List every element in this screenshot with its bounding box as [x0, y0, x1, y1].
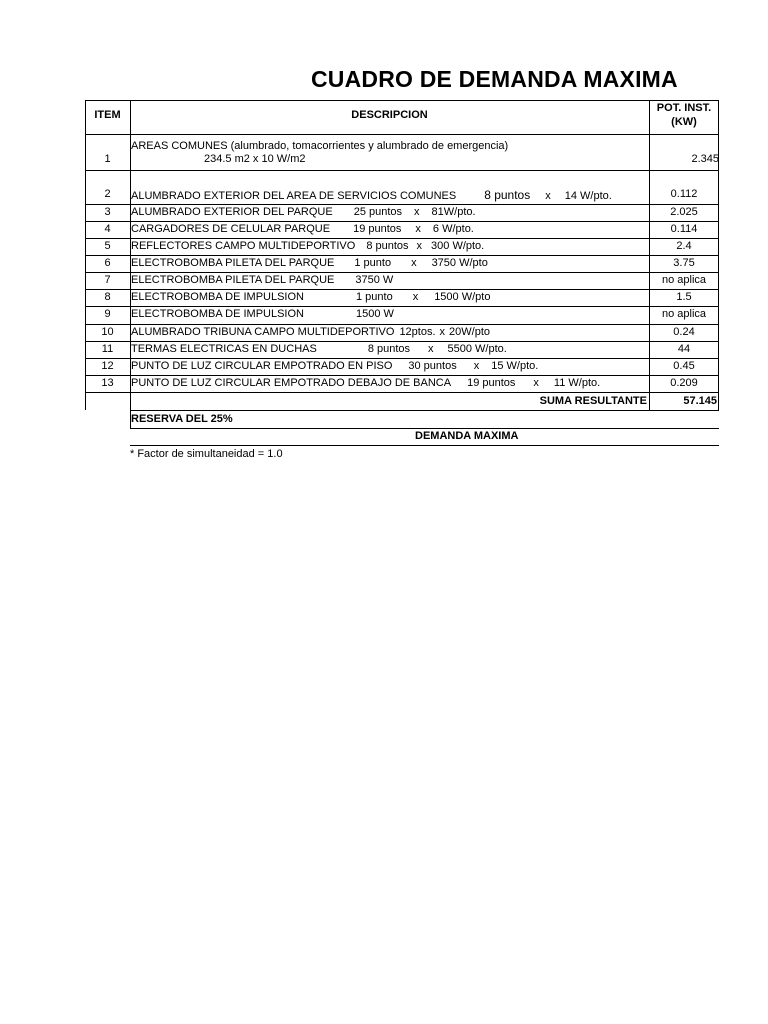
- row-unit: 81W/pto.: [431, 206, 476, 218]
- row-pot: no aplica: [661, 308, 707, 320]
- row-1-desc-line1: AREAS COMUNES (alumbrado, tomacorrientes y alumbrado de emergencia): [131, 140, 509, 152]
- row-name: ALUMBRADO EXTERIOR DEL PARQUE: [131, 206, 333, 218]
- row-pot: no aplica: [661, 274, 707, 286]
- row-item: 11: [101, 343, 114, 355]
- row-qty: 8 puntos: [484, 188, 531, 202]
- row-item: 4: [104, 223, 111, 235]
- row-x: x: [411, 257, 417, 269]
- row-desc: [130, 308, 649, 320]
- row-item: 8: [104, 291, 111, 303]
- row-qty: 1 punto: [354, 257, 392, 269]
- header-descripcion: DESCRIPCION: [351, 109, 428, 121]
- row-name: REFLECTORES CAMPO MULTIDEPORTIVO: [131, 240, 356, 252]
- row-desc: [130, 257, 649, 269]
- row-desc: [130, 326, 649, 338]
- row-name: ELECTROBOMBA PILETA DEL PARQUE: [131, 257, 335, 269]
- row-pot: 44: [677, 343, 691, 355]
- row-item: 7: [104, 274, 111, 286]
- header-item: ITEM: [94, 109, 121, 121]
- row-pot: 2.025: [670, 206, 698, 218]
- row-name: ALUMBRADO TRIBUNA CAMPO MULTIDEPORTIVO: [131, 326, 395, 338]
- row-desc: [130, 343, 649, 355]
- row-name: PUNTO DE LUZ CIRCULAR EMPOTRADO EN PISO: [131, 360, 393, 372]
- demand-table: [85, 100, 719, 440]
- row-item: 9: [104, 308, 111, 320]
- demanda-label: DEMANDA MAXIMA: [415, 430, 519, 442]
- row-desc: [130, 240, 649, 252]
- row-x: x: [545, 190, 551, 202]
- row-desc: [130, 377, 649, 389]
- row-name: CARGADORES DE CELULAR PARQUE: [131, 223, 331, 235]
- row-item: 5: [104, 240, 111, 252]
- row-desc: [130, 274, 649, 286]
- reserva-label: RESERVA DEL 25%: [131, 413, 233, 425]
- row-pot: 3.75: [673, 257, 695, 269]
- row-x: x: [473, 360, 480, 372]
- suma-value: 57.145: [683, 395, 717, 407]
- row-unit: 11 W/pto.: [553, 377, 601, 389]
- row-pot: 0.209: [670, 377, 698, 389]
- row-unit: 6 W/pto.: [432, 223, 474, 235]
- row-unit: 20W/pto: [449, 326, 490, 338]
- suma-label: SUMA RESULTANTE: [539, 395, 647, 407]
- row-unit: 5500 W/pto.: [447, 343, 507, 355]
- row-1-item: 1: [104, 153, 111, 165]
- row-qty: 1500 W: [355, 308, 394, 320]
- row-name: TERMAS ELECTRICAS EN DUCHAS: [131, 343, 317, 355]
- row-x: x: [416, 240, 423, 252]
- row-1-desc-line2: 234.5 m2 x 10 W/m2: [204, 153, 306, 165]
- row-qty: 30 puntos: [408, 360, 457, 372]
- row-item: 6: [104, 257, 111, 269]
- row-desc: [130, 206, 649, 218]
- row-qty: 19 puntos: [467, 377, 516, 389]
- row-x: x: [439, 326, 446, 338]
- row-item: 12: [101, 360, 114, 372]
- row-desc: [130, 223, 649, 235]
- row-pot: 0.114: [670, 223, 698, 235]
- row-qty: 8 puntos: [366, 240, 409, 252]
- row-qty: 8 puntos: [367, 343, 411, 355]
- row-item: 13: [101, 377, 114, 389]
- row-x: x: [412, 291, 419, 303]
- row-x: x: [428, 343, 434, 355]
- row-pot: 2.4: [676, 240, 692, 252]
- header-pot-line2: (KW): [671, 116, 697, 128]
- row-name: ELECTROBOMBA PILETA DEL PARQUE: [131, 274, 335, 286]
- row-desc: [130, 188, 649, 202]
- row-name: PUNTO DE LUZ CIRCULAR EMPOTRADO DEBAJO DE BANCA: [131, 377, 452, 389]
- row-pot: 0.45: [673, 360, 695, 372]
- page-title: CUADRO DE DEMANDA MAXIMA: [311, 66, 678, 92]
- row-unit: 3750 W/pto: [431, 257, 488, 269]
- row-name: ALUMBRADO EXTERIOR DEL AREA DE SERVICIOS COMUNES: [131, 190, 457, 202]
- row-x: x: [415, 223, 421, 235]
- row-item: 10: [101, 326, 114, 338]
- row-qty: 19 puntos: [353, 223, 402, 235]
- row-item: 3: [104, 206, 111, 218]
- row-unit: 15 W/pto.: [491, 360, 539, 372]
- row-x: x: [414, 206, 420, 218]
- row-pot: 0.112: [670, 188, 698, 200]
- row-name: ELECTROBOMBA DE IMPULSION: [131, 308, 304, 320]
- row-desc: [130, 291, 649, 303]
- row-unit: 300 W/pto.: [431, 240, 485, 252]
- row-unit: 14 W/pto.: [564, 190, 612, 202]
- row-name: ELECTROBOMBA DE IMPULSION: [131, 291, 304, 303]
- row-qty: 25 puntos: [353, 206, 403, 218]
- row-unit: 1500 W/pto: [434, 291, 491, 303]
- header-pot-line1: POT. INST.: [656, 102, 712, 114]
- row-pot: 1.5: [676, 291, 692, 303]
- row-desc: [130, 360, 649, 372]
- row-1-pot: 2.345: [691, 153, 719, 165]
- row-item: 2: [104, 188, 111, 200]
- row-pot: 0.24: [673, 326, 695, 338]
- row-qty: 1 punto: [355, 291, 393, 303]
- row-qty: 12ptos.: [399, 326, 436, 338]
- footnote: * Factor de simultaneidad = 1.0: [130, 448, 283, 460]
- row-qty: 3750 W: [355, 274, 394, 286]
- row-x: x: [533, 377, 539, 389]
